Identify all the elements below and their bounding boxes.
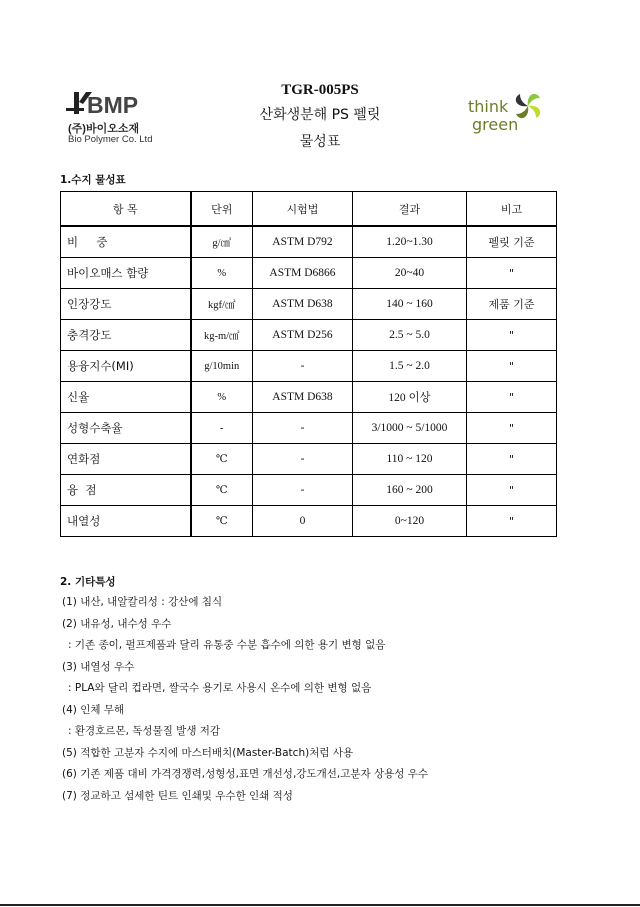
cell-unit: kg-m/㎠ xyxy=(191,320,253,351)
cell-unit: ℃ xyxy=(191,475,253,506)
cell-item: 비 중 xyxy=(61,226,191,258)
cell-method: ASTM D6866 xyxy=(253,258,353,289)
cell-note: " xyxy=(467,413,557,444)
cell-note: " xyxy=(467,351,557,382)
table-row xyxy=(61,444,557,475)
cell-note: " xyxy=(467,475,557,506)
cell-method: ASTM D792 xyxy=(253,226,353,258)
list-item: (2) 내유성, 내수성 우수 xyxy=(62,617,172,630)
list-item: (1) 내산, 내알칼리성 : 강산에 침식 xyxy=(62,596,223,608)
header-method: 시험법 xyxy=(253,192,353,227)
cell-item: 용융지수(MI) xyxy=(61,351,191,382)
list-item: (3) 내열성 우수 xyxy=(62,660,135,673)
cell-note: " xyxy=(467,320,557,351)
cell-unit: % xyxy=(191,258,253,289)
title-block xyxy=(200,82,440,151)
think-green-logo-line1: think xyxy=(468,97,509,116)
list-item-detail: : 환경호르몬, 독성물질 발생 저감 xyxy=(68,725,221,737)
cell-method: ASTM D638 xyxy=(253,382,353,413)
cell-result: 20~40 xyxy=(353,258,467,289)
header-note: 비고 xyxy=(467,192,557,227)
document-header xyxy=(0,0,640,170)
cell-note: 펠릿 기준 xyxy=(467,226,557,258)
cell-note: " xyxy=(467,258,557,289)
list-item: (4) 인체 무해 xyxy=(62,703,125,716)
table-row xyxy=(61,413,557,444)
section-2-title: 2. 기타특성 xyxy=(60,576,116,588)
cell-result: 110 ~ 120 xyxy=(353,444,467,475)
table-header-row xyxy=(61,192,557,227)
bmp-logo-mark xyxy=(66,86,156,120)
list-item: (6) 기존 제품 대비 가격경쟁력,성형성,표면 개선성,강도개선,고분자 상용성 우수 xyxy=(62,768,429,780)
company-name-en: Bio Polymer Co. Ltd xyxy=(68,134,153,145)
pinwheel-icon xyxy=(516,94,540,118)
cell-note: " xyxy=(467,382,557,413)
table-row xyxy=(61,289,557,320)
cell-item: 신율 xyxy=(61,382,191,413)
cell-note: " xyxy=(467,444,557,475)
table-row xyxy=(61,475,557,506)
cell-note: " xyxy=(467,506,557,537)
cell-result: 1.5 ~ 2.0 xyxy=(353,351,467,382)
cell-method: - xyxy=(253,413,353,444)
table-row xyxy=(61,382,557,413)
table-row xyxy=(61,258,557,289)
header-result: 결과 xyxy=(353,192,467,227)
table-row xyxy=(61,320,557,351)
cell-result: 120 이상 xyxy=(353,382,467,413)
page-bottom-rule xyxy=(0,904,640,906)
cell-note: 제품 기준 xyxy=(467,289,557,320)
doc-code: TGR-005PS xyxy=(281,82,359,98)
cell-method: 0 xyxy=(253,506,353,537)
cell-item: 연화점 xyxy=(61,444,191,475)
list-item-detail: : PLA와 달리 컵라면, 쌀국수 용기로 사용시 온수에 의한 변형 없음 xyxy=(68,682,372,694)
cell-result: 160 ~ 200 xyxy=(353,475,467,506)
cell-result: 0~120 xyxy=(353,506,467,537)
cell-item: 바이오매스 함량 xyxy=(61,258,191,289)
cell-method: - xyxy=(253,475,353,506)
cell-result: 3/1000 ~ 5/1000 xyxy=(353,413,467,444)
section-1-title: 1.수지 물성표 xyxy=(60,174,126,186)
list-item: (5) 적합한 고분자 수지에 마스터배치(Master-Batch)처럼 사용 xyxy=(62,746,354,759)
cell-result: 140 ~ 160 xyxy=(353,289,467,320)
cell-result: 1.20~1.30 xyxy=(353,226,467,258)
cell-method: - xyxy=(253,351,353,382)
cell-unit: g/10min xyxy=(191,351,253,382)
cell-method: ASTM D256 xyxy=(253,320,353,351)
cell-item: 인장강도 xyxy=(61,289,191,320)
cell-unit: - xyxy=(191,413,253,444)
cell-item: 충격강도 xyxy=(61,320,191,351)
header-unit: 단위 xyxy=(191,192,253,227)
cell-unit: kgf/㎠ xyxy=(191,289,253,320)
doc-subtitle: 산화생분해 PS 펠릿 xyxy=(259,107,381,123)
cell-unit: ℃ xyxy=(191,506,253,537)
cell-method: - xyxy=(253,444,353,475)
other-properties-list xyxy=(62,592,582,807)
cell-item: 내열성 xyxy=(61,506,191,537)
list-item-detail: : 기존 종이, 펄프제품과 달리 유통중 수분 흡수에 의한 용기 변형 없음 xyxy=(68,639,386,651)
cell-result: 2.5 ~ 5.0 xyxy=(353,320,467,351)
cell-method: ASTM D638 xyxy=(253,289,353,320)
header-item: 항 목 xyxy=(61,192,191,227)
cell-unit: % xyxy=(191,382,253,413)
company-name-ko: (주)바이오소재 xyxy=(68,123,140,135)
table-row xyxy=(61,226,557,258)
doc-title: 물성표 xyxy=(299,134,341,150)
think-green-logo xyxy=(466,82,556,144)
list-item: (7) 정교하고 섬세한 틴트 인쇄및 우수한 인쇄 적성 xyxy=(62,789,293,802)
company-logo xyxy=(62,86,172,148)
cell-unit: g/㎤ xyxy=(191,226,253,258)
table-row xyxy=(61,351,557,382)
svg-text:BMP: BMP xyxy=(87,92,139,118)
properties-table xyxy=(60,191,557,537)
cell-item: 성형수축율 xyxy=(61,413,191,444)
table-row xyxy=(61,506,557,537)
cell-unit: ℃ xyxy=(191,444,253,475)
think-green-logo-line2: green xyxy=(472,115,519,134)
cell-item: 융 점 xyxy=(61,475,191,506)
